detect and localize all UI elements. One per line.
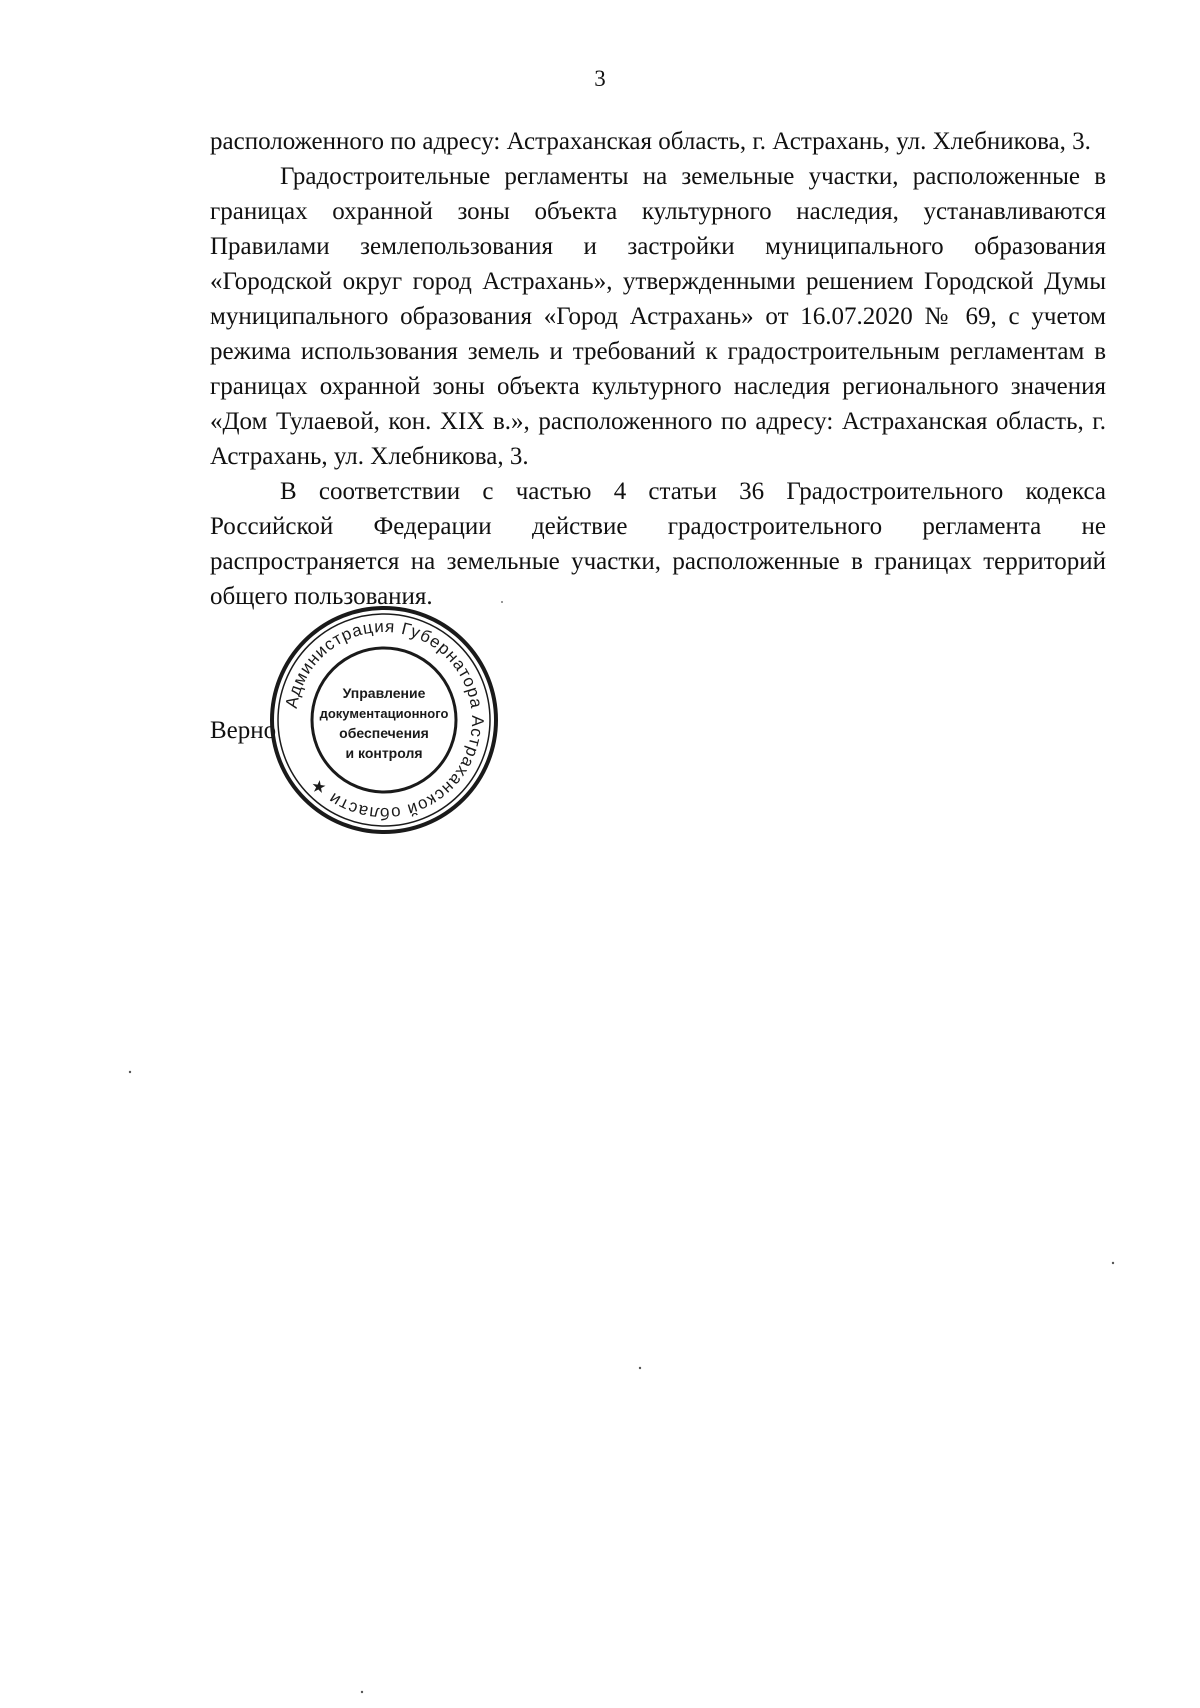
paragraph-1: расположенного по адресу: Астраханская область, г. Астрахань, ул. Хлебникова, 3. [210,128,1091,155]
certification-label: Верно [210,717,277,744]
seal-outer-text: Администрация Губернатора Астраханской области ★ [281,616,488,824]
document-body [210,124,1106,614]
paragraph-2: Градостроительные регламенты на земельные участки, расположенные в границах охранной зоны объекта культурного наследия, устанавливаются Правилами землепользования и застройки муниципального образования «Городской округ город Астрахань», утвержденными решением Городской Думы муниципального образования «Город Астрахань» от 16.07.2020 № 69, с учетом режима использования земель и требований к градостроительным регламентам в границах охранной зоны объекта культурного наследия регионального значения «Дом Тулаевой, кон. XIX в.», расположенного по адресу: Астраханская область, г. Астрахань, ул. Хлебникова, 3. [210,163,1106,470]
seal-inner-line-4: и контроля [345,745,423,761]
seal-inner-line-2: документационного [319,706,449,721]
seal-icon [264,600,504,840]
official-seal [264,600,504,840]
seal-inner-line-1: Управление [342,685,426,701]
page-number: 3 [594,66,606,91]
paragraph-3: В соответствии с частью 4 статьи 36 Градостроительного кодекса Российской Федерации действие градостроительного регламента не распространяется на земельные участки, расположенные в границах территорий общего пользования. [210,478,1106,610]
seal-inner-line-3: обеспечения [339,725,429,741]
